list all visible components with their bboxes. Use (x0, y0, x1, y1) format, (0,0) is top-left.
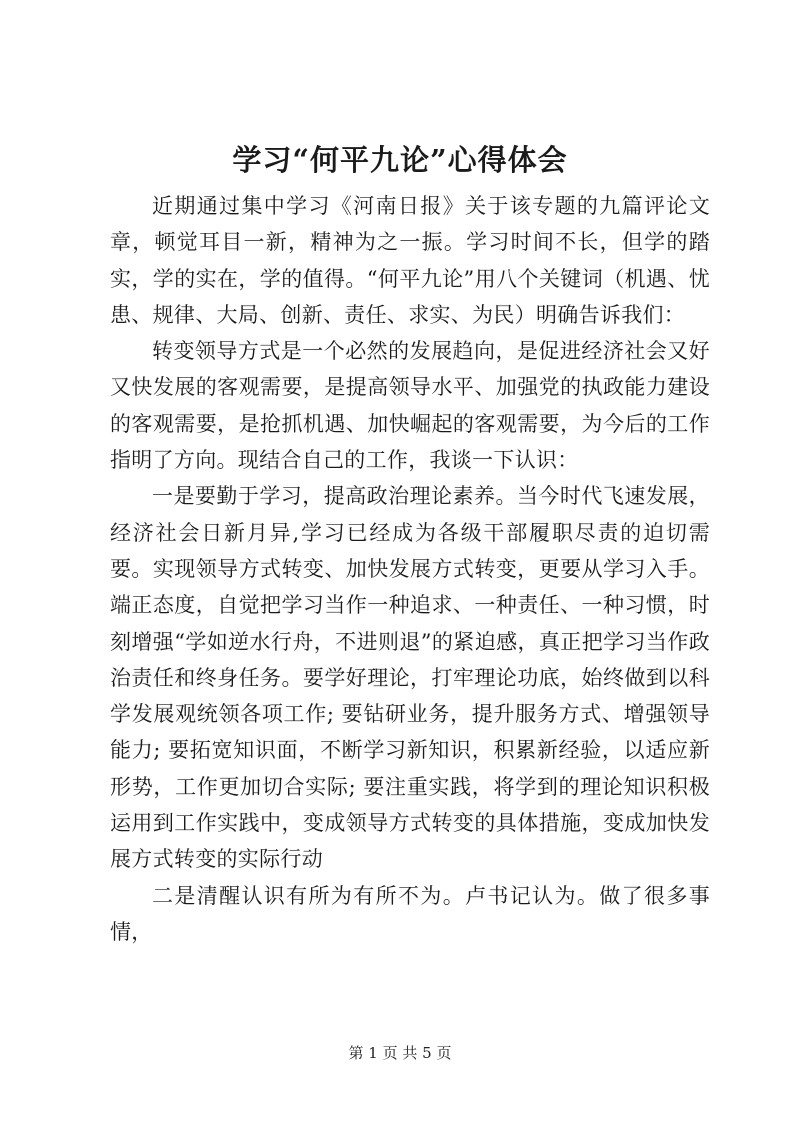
page-footer: 第 1 页 共 5 页 (348, 1044, 452, 1062)
document-body (110, 188, 710, 950)
paragraph-point-two: 二是清醒认识有所为有所不为。卢书记认为。做了很多事情， (110, 883, 710, 944)
paragraph-leadership-transformation: 转变领导方式是一个必然的发展趋向，是促进经济社会又好又快发展的客观需要，是提高领导水平、加强党的执政能力建设的客观需要，是抢抓机遇、加快崛起的客观需要，为今后的工作指明了方向。现结合自己的工作，我谈一下认识： (110, 339, 710, 473)
paragraph-point-one: 一是要勤于学习，提高政治理论素养。当今时代飞速发展，经济社会日新月异,学习已经成为各级干部履职尽责的迫切需要。实现领导方式转变、加快发展方式转变，更要从学习入手。端正态度，自觉把学习当作一种追求、一种责任、一种习惯，时刻增强“学如逆水行舟，不进则退”的紧迫感，真正把学习当作政治责任和终身任务。要学好理论，打牢理论功底，始终做到以科学发展观统领各项工作; 要钻研业务，提升服务方式、增强领导能力; 要拓宽知识面，不断学习新知识，积累新经验，以适应新形势，工作更加切合实际; 要注重实践，将学到的理论知识积极运用到工作实践中，变成领导方式转变的具体措施，变成加快发展方式转变的实际行动 (110, 484, 710, 872)
document-title: 学习“何平九论”心得体会 (232, 143, 568, 177)
paragraph-intro: 近期通过集中学习《河南日报》关于该专题的九篇评论文章，顿觉耳目一新，精神为之一振。学习时间不长，但学的踏实，学的实在，学的值得。“何平九论”用八个关键词（机遇、忧患、规律、大局、创新、责任、求实、为民）明确告诉我们： (110, 194, 710, 327)
